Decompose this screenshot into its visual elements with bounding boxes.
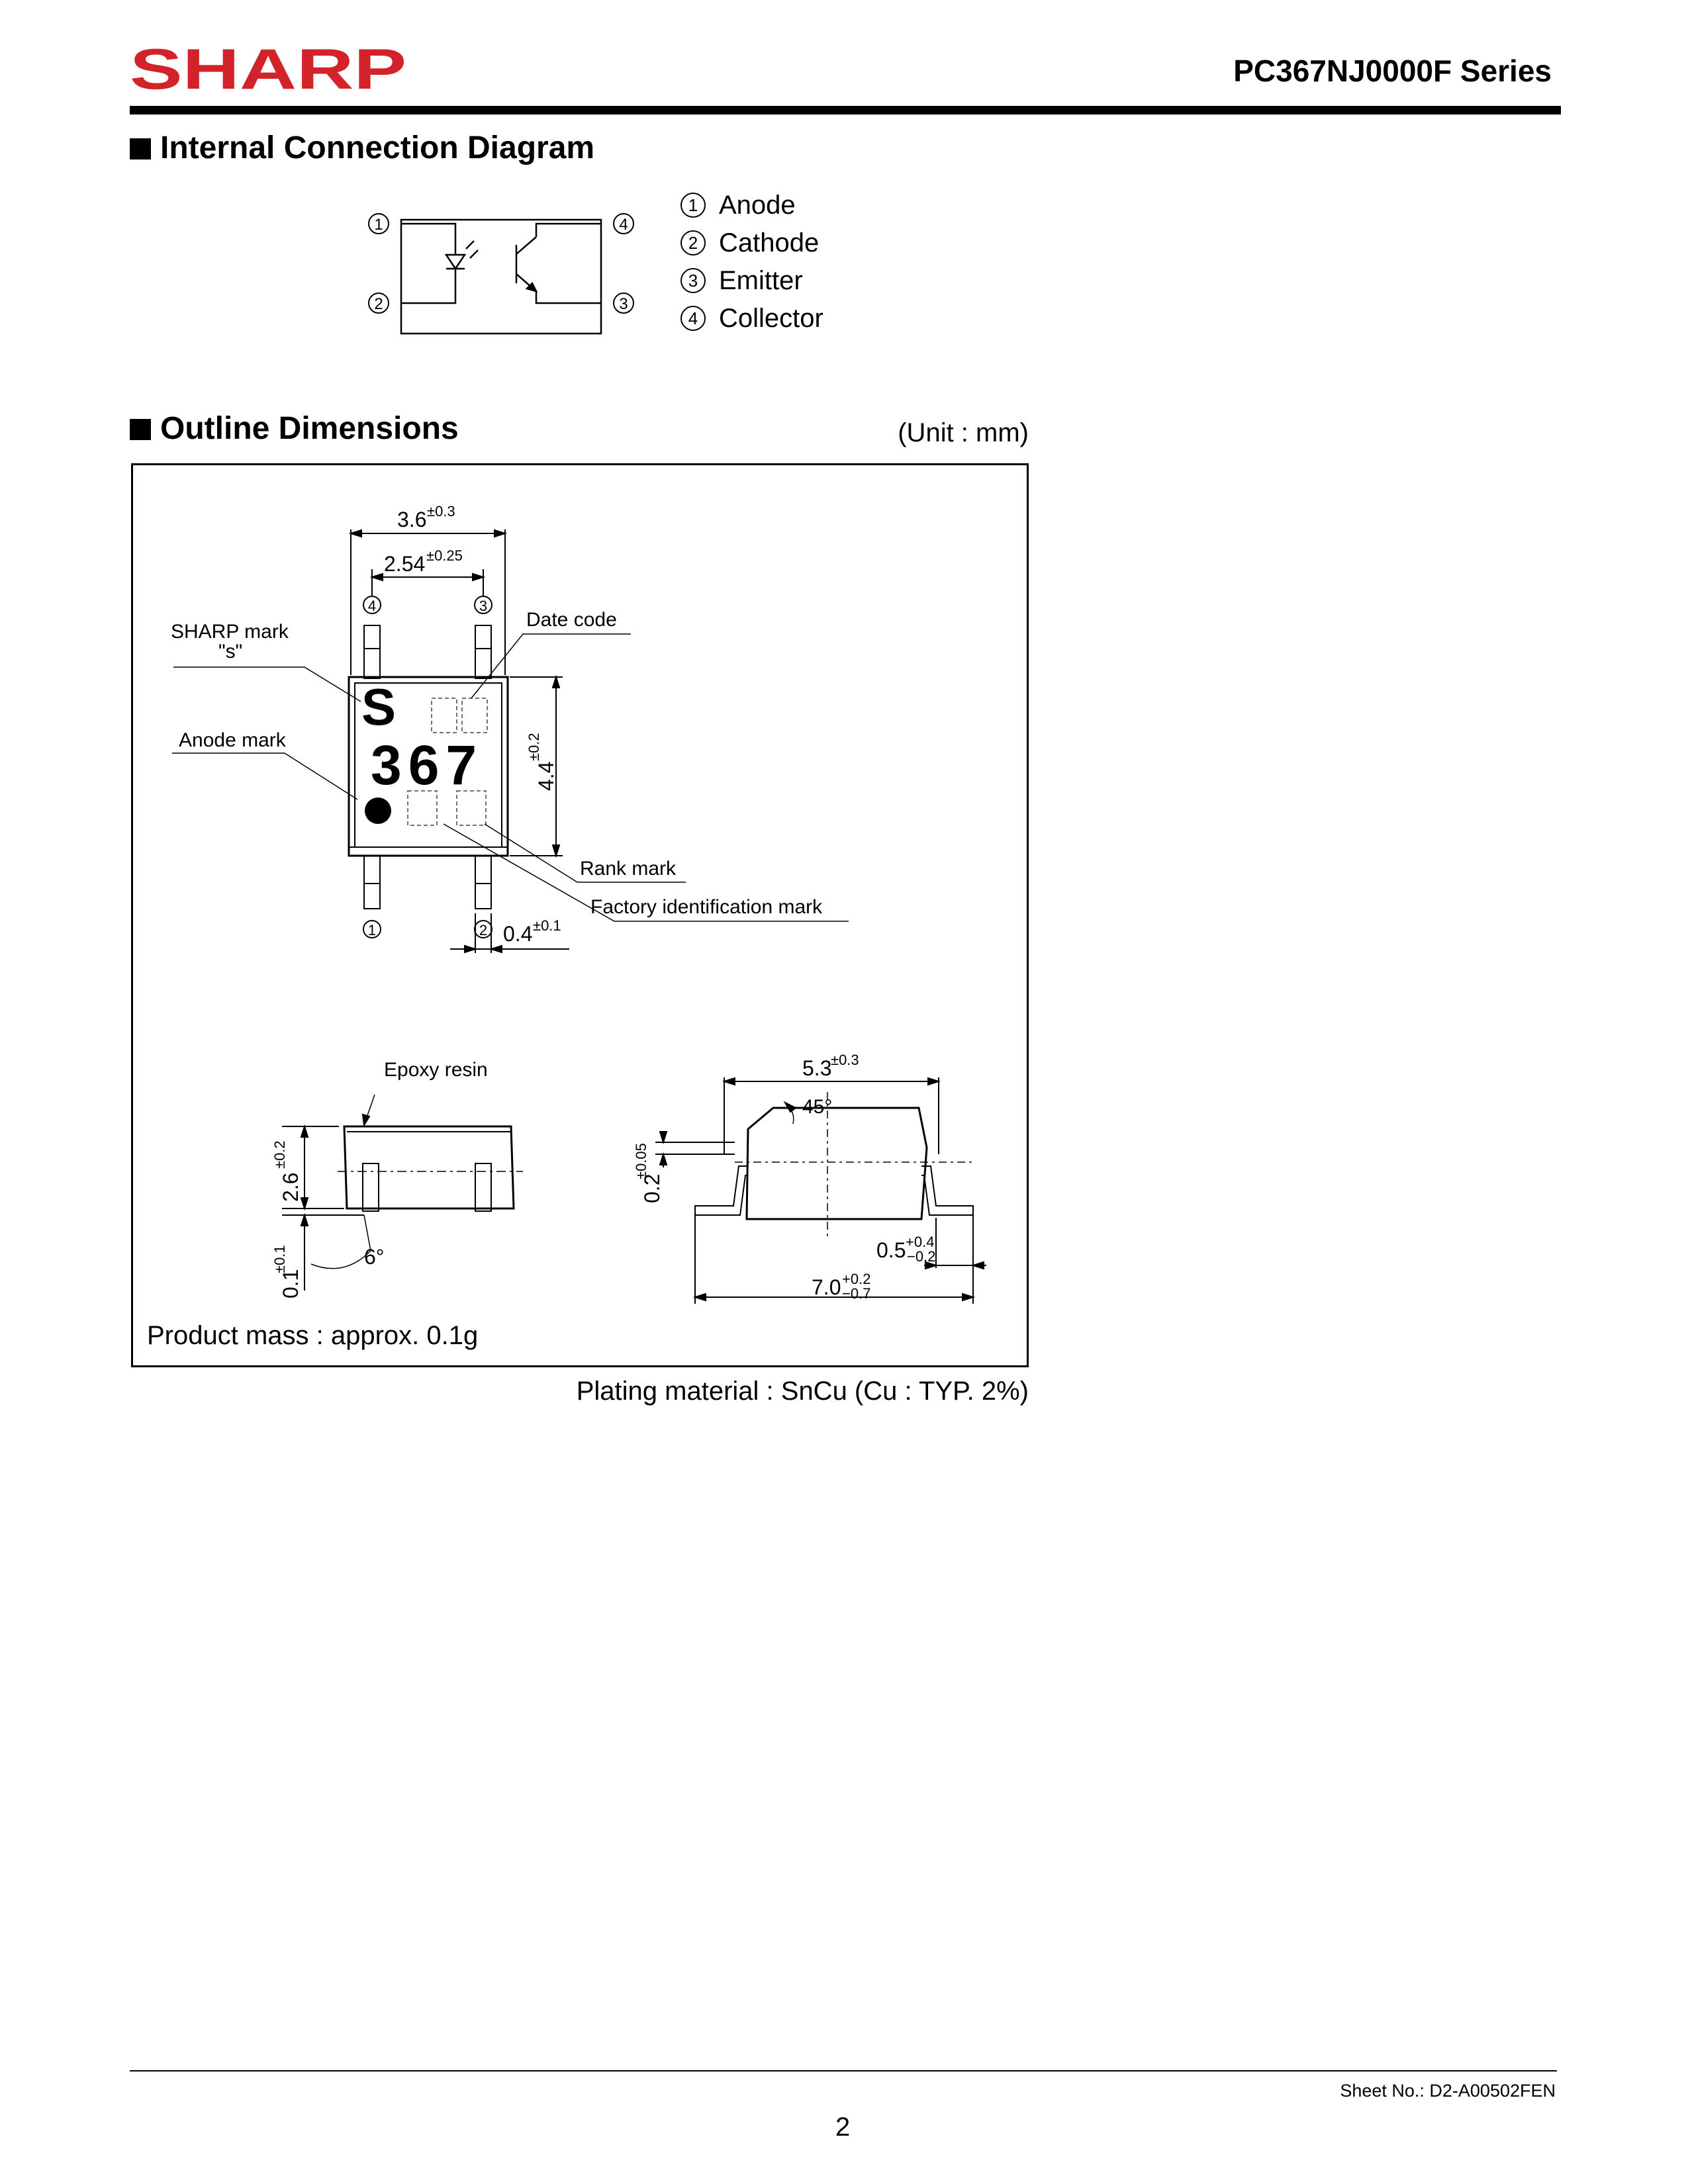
pin-legend-item <box>680 187 823 224</box>
pin-label: Collector <box>719 304 823 333</box>
pin-1-number: 1 <box>374 216 383 234</box>
top-view-drawing <box>132 490 861 966</box>
dim-body-height: 4.4 <box>534 761 558 791</box>
package-outline <box>401 220 601 334</box>
unit-label: (Unit : mm) <box>898 418 1029 447</box>
internal-connection-diagram <box>357 199 649 344</box>
dim-lead-width: 0.4 <box>503 922 533 946</box>
end-view-drawing <box>629 1039 1000 1324</box>
anode-mark-dot <box>365 797 391 824</box>
led-diode-icon <box>401 224 478 303</box>
pin-2-number: 2 <box>374 295 383 313</box>
dim-foot-length-tol-minus: −0.2 <box>907 1248 936 1265</box>
internal-connection-heading <box>130 130 594 166</box>
bullet-square-icon <box>130 419 151 440</box>
marking-number: 367 <box>371 734 484 796</box>
phototransistor-icon <box>516 224 601 303</box>
pin-legend-item <box>680 262 823 300</box>
top-pin-3: 3 <box>479 598 488 614</box>
label-factory-mark: Factory identification mark <box>590 896 823 918</box>
label-date-code: Date code <box>526 609 617 631</box>
dim-lead-thickness: 0.2 <box>640 1173 664 1203</box>
pin-legend <box>680 187 823 338</box>
outline-heading <box>130 410 459 447</box>
side-view-drawing <box>265 1052 556 1304</box>
dim-body-width: 5.3 <box>802 1056 832 1080</box>
dim-overall-width-tol-minus: −0.7 <box>842 1285 871 1302</box>
dim-pitch: 2.54 <box>384 552 426 576</box>
dim-side-height-tol: ±0.2 <box>271 1140 288 1169</box>
pin-legend-item <box>680 300 823 338</box>
bullet-square-icon <box>130 138 151 159</box>
sharp-logo <box>130 41 408 97</box>
dim-standoff-tol: ±0.1 <box>271 1245 288 1273</box>
label-rank-mark: Rank mark <box>580 858 677 880</box>
bottom-pin-2: 2 <box>479 922 488 938</box>
dim-foot-length: 0.5 <box>876 1238 906 1262</box>
dim-standoff: 0.1 <box>279 1269 303 1298</box>
pin-number-badge: 3 <box>680 268 706 293</box>
top-pin-4: 4 <box>367 598 377 614</box>
dim-body-width-tol: ±0.3 <box>831 1052 859 1068</box>
dim-side-height: 2.6 <box>279 1172 303 1202</box>
product-mass: Product mass : approx. 0.1g <box>147 1321 479 1350</box>
pin-number-badge: 1 <box>680 193 706 218</box>
footer-rule <box>130 2070 1557 2071</box>
brand-text: SHARP <box>130 41 406 97</box>
dim-side-angle: 6° <box>364 1245 385 1269</box>
pin-label: Anode <box>719 191 796 220</box>
pin-number-badge: 4 <box>680 306 706 331</box>
page-number: 2 <box>835 2113 851 2142</box>
marking-logo: S <box>361 678 397 736</box>
dim-width-total-tol: ±0.3 <box>427 503 455 520</box>
dim-lead-width-tol: ±0.1 <box>533 917 561 934</box>
dim-overall-width-tol-plus: +0.2 <box>842 1271 871 1287</box>
bottom-pin-1: 1 <box>367 922 377 938</box>
plating-material: Plating material : SnCu (Cu : TYP. 2%) <box>576 1377 1029 1406</box>
label-epoxy-resin: Epoxy resin <box>384 1059 488 1081</box>
pin-label: Emitter <box>719 266 803 295</box>
series-title: PC367NJ0000F Series <box>1233 54 1552 88</box>
pin-3-number: 3 <box>619 295 628 313</box>
dim-body-height-tol: ±0.2 <box>526 733 542 761</box>
pin-number-badge: 2 <box>680 230 706 255</box>
dim-pitch-tol: ±0.25 <box>426 547 463 564</box>
internal-connection-title: Internal Connection Diagram <box>160 130 595 165</box>
sheet-number: Sheet No.: D2-A00502FEN <box>1340 2081 1556 2101</box>
header-rule <box>130 106 1561 114</box>
dim-foot-length-tol-plus: +0.4 <box>906 1234 935 1250</box>
dim-lead-thickness-tol: ±0.05 <box>633 1143 649 1179</box>
pin-label: Cathode <box>719 228 820 257</box>
label-sharp-mark-sub: "s" <box>218 641 243 662</box>
label-anode-mark: Anode mark <box>179 729 286 751</box>
dim-overall-width: 7.0 <box>812 1275 841 1299</box>
label-sharp-mark: SHARP mark <box>171 621 289 643</box>
pin-4-number: 4 <box>619 216 628 234</box>
dim-end-angle: 45° <box>802 1096 833 1118</box>
outline-title: Outline Dimensions <box>160 411 459 446</box>
dim-width-total: 3.6 <box>397 508 427 531</box>
pin-legend-item <box>680 224 823 262</box>
